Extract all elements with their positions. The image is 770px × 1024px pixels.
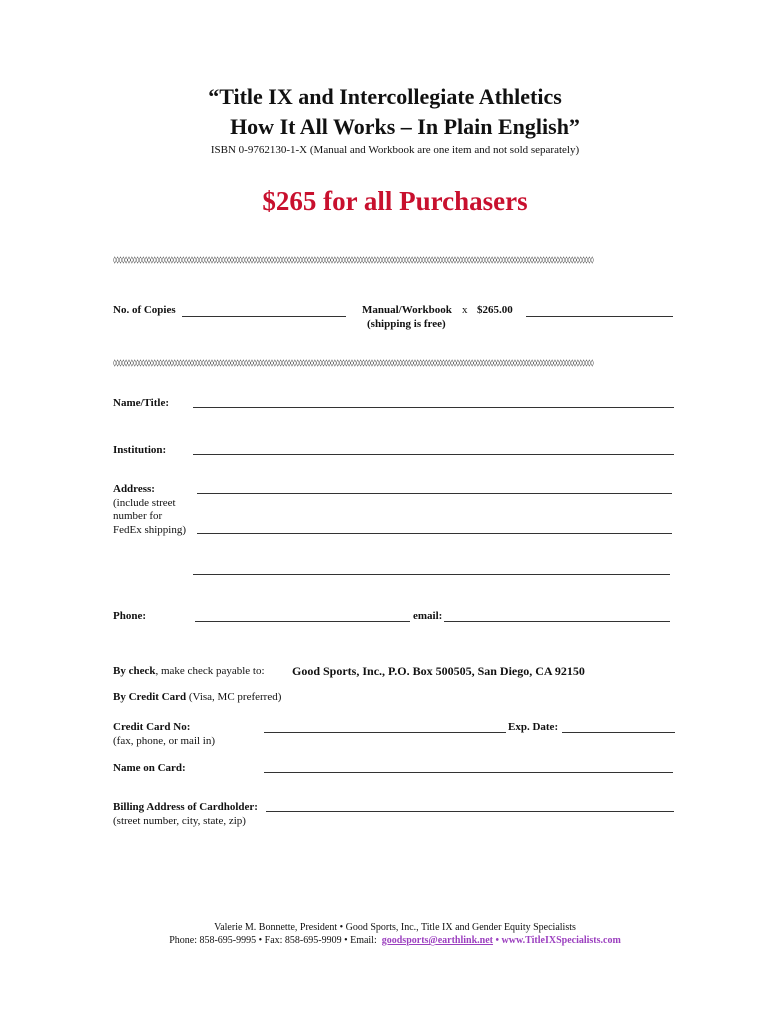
- institution-label: Institution:: [113, 444, 167, 456]
- footer-line-1: Valerie M. Bonnette, President • Good Sports, Inc., Title IX and Gender Equity Specialists: [214, 922, 576, 933]
- multiply-sign: x: [462, 304, 468, 316]
- address-note-3: FedEx shipping): [113, 524, 187, 536]
- copies-label: No. of Copies: [113, 304, 176, 316]
- phone-field[interactable]: [195, 621, 410, 622]
- divider-middle: ◊◊◊◊◊◊◊◊◊◊◊◊◊◊◊◊◊◊◊◊◊◊◊◊◊◊◊◊◊◊◊◊◊◊◊◊◊◊◊◊◊◊◊◊◊◊◊◊◊◊◊◊◊◊◊◊◊◊◊◊◊◊◊◊◊◊◊◊◊◊◊◊◊◊◊◊◊◊◊◊◊◊◊◊◊◊◊◊◊◊◊◊◊◊◊◊◊◊◊◊◊◊◊◊◊◊◊◊◊◊◊◊◊◊◊◊◊◊◊◊◊◊◊◊◊◊◊◊◊◊◊◊◊◊◊◊◊◊◊◊◊◊◊◊◊◊◊◊◊◊◊◊◊◊◊◊◊◊◊◊◊◊◊◊◊◊◊◊: [113, 359, 594, 367]
- name-on-card-label: Name on Card:: [113, 762, 186, 774]
- footer-separator: •: [493, 935, 502, 946]
- billing-address-field[interactable]: [266, 811, 674, 812]
- divider-top: ◊◊◊◊◊◊◊◊◊◊◊◊◊◊◊◊◊◊◊◊◊◊◊◊◊◊◊◊◊◊◊◊◊◊◊◊◊◊◊◊◊◊◊◊◊◊◊◊◊◊◊◊◊◊◊◊◊◊◊◊◊◊◊◊◊◊◊◊◊◊◊◊◊◊◊◊◊◊◊◊◊◊◊◊◊◊◊◊◊◊◊◊◊◊◊◊◊◊◊◊◊◊◊◊◊◊◊◊◊◊◊◊◊◊◊◊◊◊◊◊◊◊◊◊◊◊◊◊◊◊◊◊◊◊◊◊◊◊◊◊◊◊◊◊◊◊◊◊◊◊◊◊◊◊◊◊◊◊◊◊◊◊◊◊◊◊◊◊: [113, 256, 594, 264]
- billing-address-label: Billing Address of Cardholder:: [113, 801, 258, 813]
- name-title-label: Name/Title:: [113, 397, 170, 409]
- exp-date-field[interactable]: [562, 732, 675, 733]
- phone-label: Phone:: [113, 610, 146, 622]
- shipping-note: (shipping is free): [367, 318, 446, 330]
- by-card-line: [113, 691, 281, 703]
- card-number-note: (fax, phone, or mail in): [113, 735, 216, 747]
- title-line-2: How It All Works – In Plain English”: [230, 114, 580, 139]
- name-on-card-field[interactable]: [264, 772, 673, 773]
- footer-phone-fax: Phone: 858-695-9995 • Fax: 858-695-9909 • Email:: [169, 935, 377, 946]
- footer-line-2: [0, 935, 770, 946]
- email-field[interactable]: [444, 621, 670, 622]
- by-check-line: [113, 665, 265, 677]
- address-note-2: number for: [113, 510, 163, 522]
- by-card-label: By Credit Card: [113, 691, 187, 703]
- payee-address: Good Sports, Inc., P.O. Box 500505, San Diego, CA 92150: [292, 664, 585, 678]
- address-label: Address:: [113, 483, 155, 495]
- exp-date-label: Exp. Date:: [508, 721, 559, 733]
- billing-address-note: (street number, city, state, zip): [113, 815, 246, 827]
- name-title-field[interactable]: [193, 407, 674, 408]
- footer-email-link[interactable]: goodsports@earthlink.net: [381, 935, 494, 946]
- total-field[interactable]: [526, 316, 673, 317]
- title-line-1: “Title IX and Intercollegiate Athletics: [208, 84, 562, 109]
- address-field-line-3[interactable]: [193, 574, 670, 575]
- copies-field[interactable]: [182, 316, 346, 317]
- address-field-line-2[interactable]: [197, 533, 672, 534]
- price-banner: $265 for all Purchasers: [262, 186, 528, 216]
- institution-field[interactable]: [193, 454, 674, 455]
- isbn-text: ISBN 0-9762130-1-X (Manual and Workbook are one item and not sold separately): [210, 144, 580, 156]
- by-check-label: By check: [113, 665, 156, 677]
- by-card-note: (Visa, MC preferred): [188, 691, 282, 703]
- card-number-label: Credit Card No:: [113, 721, 191, 733]
- by-check-text: , make check payable to:: [155, 665, 265, 677]
- footer-website-link[interactable]: www.TitleIXSpecialists.com: [501, 935, 621, 946]
- unit-price: $265.00: [477, 304, 513, 316]
- address-note-1: (include street: [113, 497, 176, 509]
- address-field-line-1[interactable]: [197, 493, 672, 494]
- item-label: Manual/Workbook: [362, 304, 452, 316]
- card-number-field[interactable]: [264, 732, 506, 733]
- email-label: email:: [413, 610, 443, 622]
